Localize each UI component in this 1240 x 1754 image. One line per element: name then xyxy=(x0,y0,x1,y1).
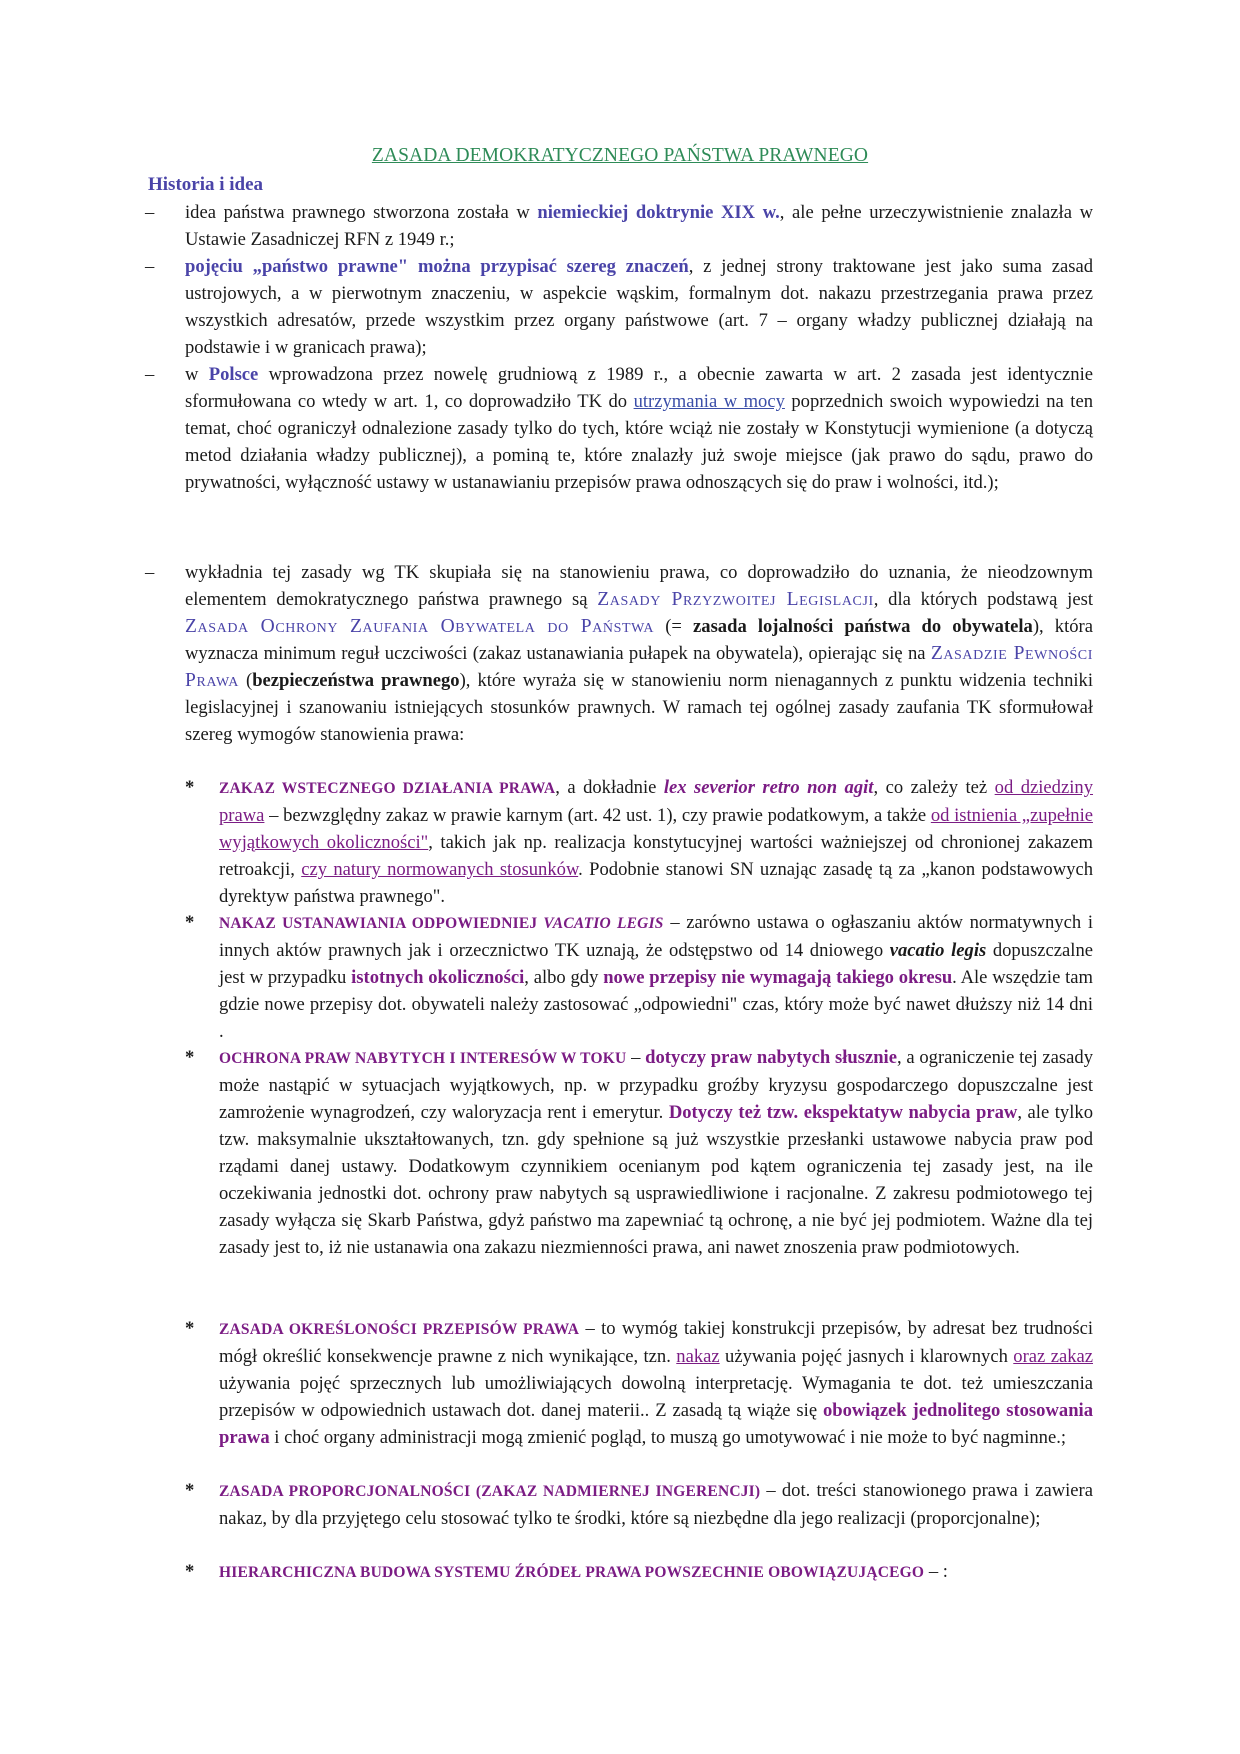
text: idea państwa prawnego stworzona została w xyxy=(185,202,538,223)
text: , a dokładnie xyxy=(555,777,664,798)
text: wykładnia tej zasady wg TK skupiała się na stanowieniu prawa, co doprowadziło do uznania, że nieodzownym elementem demokratycznego państwa prawnego są xyxy=(185,562,1093,610)
text: – bezwzględny zakaz w prawie karnym (art. 42 ust. 1), czy prawie podatkowym, a także xyxy=(264,805,931,826)
link[interactable]: utrzymania w mocy xyxy=(633,391,785,412)
text: , takich jak np. realizacja konstytucyjnej wartości ważniejszej od chronionej zakazem retroakcji, xyxy=(219,832,1093,880)
text: używania pojęć sprzecznych lub umożliwiających dowolną interpretację. Wymagania te dot. też umieszczania przepisów w odpowiednich ustawach dot. danej materii.. Z zasadą tą wiąże się xyxy=(219,1373,1093,1421)
list-dash: – xyxy=(145,364,155,385)
section-heading: Historia i idea xyxy=(148,174,264,195)
list-item xyxy=(145,559,1094,748)
emphasis: Dotyczy też tzw. ekspektatyw nabycia praw xyxy=(668,1102,1018,1123)
text: ), która wyznacza minimum reguł uczciwości (zakaz ustanawiania pułapek na obywatela), opierając się na xyxy=(185,616,1093,664)
bullet-star-icon: * xyxy=(185,777,195,798)
text: używania pojęć jasnych i klarownych xyxy=(719,1346,1014,1367)
text: – to wymóg takiej konstrukcji przepisów, by adresat bez trudności mógł określić konsekwencje prawne z nich wynikające, tzn. xyxy=(219,1318,1093,1367)
link[interactable]: od dziedziny prawa xyxy=(219,777,1093,826)
list-dash: – xyxy=(145,202,155,223)
text: dopuszczalne jest w przypadku xyxy=(219,940,1093,988)
text: , albo gdy xyxy=(524,967,604,988)
bullet-star-icon: * xyxy=(185,1480,195,1501)
sub-heading: NAKAZ USTANAWIANIA ODPOWIEDNIEJ xyxy=(219,915,544,932)
text: wprowadzona przez nowelę grudniową z 1989 r., a obecnie zawarta w art. 2 zasada jest identycznie sformułowana co wtedy w art. 1, co doprowadziło TK do xyxy=(185,364,1093,412)
link[interactable]: oraz zakaz xyxy=(1013,1346,1093,1367)
bullet-star-icon: * xyxy=(185,1561,195,1582)
text: – : xyxy=(924,1561,948,1582)
text: – xyxy=(626,1047,646,1068)
link[interactable]: czy natury normowanych stosunków xyxy=(301,859,579,880)
sub-heading: HIERARCHICZNA BUDOWA SYSTEMU ŹRÓDEŁ PRAWA POWSZECHNIE OBOWIĄZUJĄCEGO xyxy=(219,1564,925,1581)
emphasis: obowiązek jednolitego stosowania prawa xyxy=(219,1400,1093,1448)
bullet-star-icon: * xyxy=(185,1318,195,1339)
sub-heading: OCHRONA PRAW NABYTYCH I INTERESÓW W TOKU xyxy=(219,1050,627,1067)
bullet-star-icon: * xyxy=(185,912,195,933)
text: ), które wyraża się w stanowieniu norm nienagannych z punktu widzenia techniki legislacyjnej i szanowaniu istniejących stosunków prawnych. W ramach tej ogólnej zasady zaufania TK sformułował szereg wymogów stanowienia prawa: xyxy=(185,670,1094,745)
sub-heading-italic: VACATIO LEGIS xyxy=(543,915,664,932)
emphasis: istotnych okoliczności xyxy=(351,967,525,988)
text: ( xyxy=(238,670,253,691)
small-caps-term: Zasadzie Pewności Prawa xyxy=(185,643,1093,691)
list-dash: – xyxy=(145,562,155,583)
sub-list-item xyxy=(185,1044,1093,1261)
link[interactable]: nakaz xyxy=(676,1346,720,1367)
list-item xyxy=(145,199,1093,253)
text: . Podobnie stanowi SN uznając zasadę tą za „kanon podstawowych dyrektyw państwa prawnego". xyxy=(219,859,1093,907)
list-item xyxy=(145,361,1093,496)
emphasis: bezpieczeństwa prawnego xyxy=(252,670,460,691)
sub-list-item xyxy=(185,774,1093,910)
emphasis: nowe przepisy nie wymagają takiego okresu xyxy=(603,967,953,988)
text: w xyxy=(185,364,209,385)
text: , co zależy też xyxy=(873,777,995,798)
emphasis: zasada lojalności państwa do obywatela xyxy=(693,616,1033,637)
text: , a ograniczenie tej zasady może nastąpić w sytuacjach wyjątkowych, np. w przypadku groźby kryzysu gospodarczego dopuszczalne jest zamrożenie wynagrodzeń, czy waloryzacja rent i emerytur. xyxy=(219,1047,1093,1123)
latin-term: vacatio legis xyxy=(889,940,987,961)
text: i choć organy administracji mogą zmienić pogląd, to muszą go umotywować i nie może to być nagminne.; xyxy=(269,1427,1067,1448)
text: – dot. treści stanowionego prawa i zawiera nakaz, by dla przyjętego celu stosować tylko te środki, które są niezbędne dla jego realizacji (proporcjonalne); xyxy=(219,1480,1093,1529)
emphasis: niemieckiej doktrynie XIX w. xyxy=(537,202,780,223)
sub-heading: ZAKAZ WSTECZNEGO DZIAŁANIA PRAWA xyxy=(219,780,556,797)
text: , ale tylko tzw. maksymalnie ukształtowanych, tzn. gdy spełnione są już wszystkie przesłanki ustawowe nabycia praw pod rządami danej ustawy. Dodatkowym czynnikiem ocenianym pod kątem ograniczenia tej zasady jest, na ile oczekiwania jednostki dot. ochrony praw nabytych są usprawiedliwione i racjonalne. Z zakresu podmiotowego tej zasady wyłącza się Skarb Państwa, gdyż państwo ma zapewniać tą ochronę, a nie być jej podmiotem. Ważne dla tej zasady jest to, iż nie ustanawia ona zakazu niezmienności prawa, ani nawet znoszenia praw podmiotowych. xyxy=(219,1102,1093,1258)
emphasis: Polsce xyxy=(208,364,259,385)
small-caps-term: Zasady Przyzwoitej Legislacji xyxy=(597,589,874,610)
sub-list-item xyxy=(185,1477,1093,1532)
text: – zarówno ustawa o ogłaszaniu aktów normatywnych i innych aktów prawnych jak i orzecznictwo TK uznają, że odstępstwo od 14 dniowego xyxy=(219,912,1094,961)
link[interactable]: od istnienia „zupełnie wyjątkowych okoliczności" xyxy=(219,805,1093,853)
text: (= xyxy=(654,616,694,637)
text: poprzednich swoich wypowiedzi na ten temat, choć ograniczył odnalezione zasady tylko do tych, które wciąż nie zostały w Konstytucji wymienione (a dotyczą metod działania władzy publicznej), a pominą te, które znalazły już swoje miejsce (jak prawo do sądu, prawo do prywatności, wyłączność ustawy w ustanawianiu przepisów prawa odnoszących się do praw i wolności, itd.); xyxy=(185,391,1093,493)
sub-list-item xyxy=(185,1315,1093,1451)
sub-list-item xyxy=(185,1558,1093,1586)
sub-heading: ZASADA OKREŚLONOŚCI PRZEPISÓW PRAWA xyxy=(219,1321,580,1338)
list-item xyxy=(145,253,1093,361)
text: , ale pełne urzeczywistnienie znalazła w Ustawie Zasadniczej RFN z 1949 r.; xyxy=(185,202,1093,250)
small-caps-term: Zasada Ochrony Zaufania Obywatela do Państwa xyxy=(185,616,655,637)
list-dash: – xyxy=(145,256,155,277)
sub-list-item xyxy=(185,909,1094,1045)
text: , z jednej strony traktowane jest jako suma zasad ustrojowych, a w pierwotnym znaczeniu, w aspekcie wąskim, formalnym dot. nakazu przestrzegania prawa przez wszystkich adresatów, przede wszystkim przez organy państwowe (art. 7 – organy władzy publicznej działają na podstawie i w granicach prawa); xyxy=(185,256,1093,358)
page-title: ZASADA DEMOKRATYCZNEGO PAŃSTWA PRAWNEGO xyxy=(371,145,869,166)
text: , dla których podstawą jest xyxy=(873,589,1093,610)
emphasis: dotyczy praw nabytych słusznie xyxy=(645,1047,897,1068)
text: . Ale wszędzie tam gdzie nowe przepisy dot. obywateli należy zastosować „odpowiedni" czas, który może być nawet dłuższy niż 14 dni . xyxy=(219,967,1094,1042)
emphasis: pojęciu „państwo prawne" można przypisać szereg znaczeń xyxy=(185,256,689,277)
sub-heading: ZASADA PROPORCJONALNOŚCI (ZAKAZ NADMIERNEJ INGERENCJI) xyxy=(219,1483,761,1500)
latin-term: lex severior retro non agit xyxy=(663,777,874,798)
bullet-star-icon: * xyxy=(185,1047,195,1068)
